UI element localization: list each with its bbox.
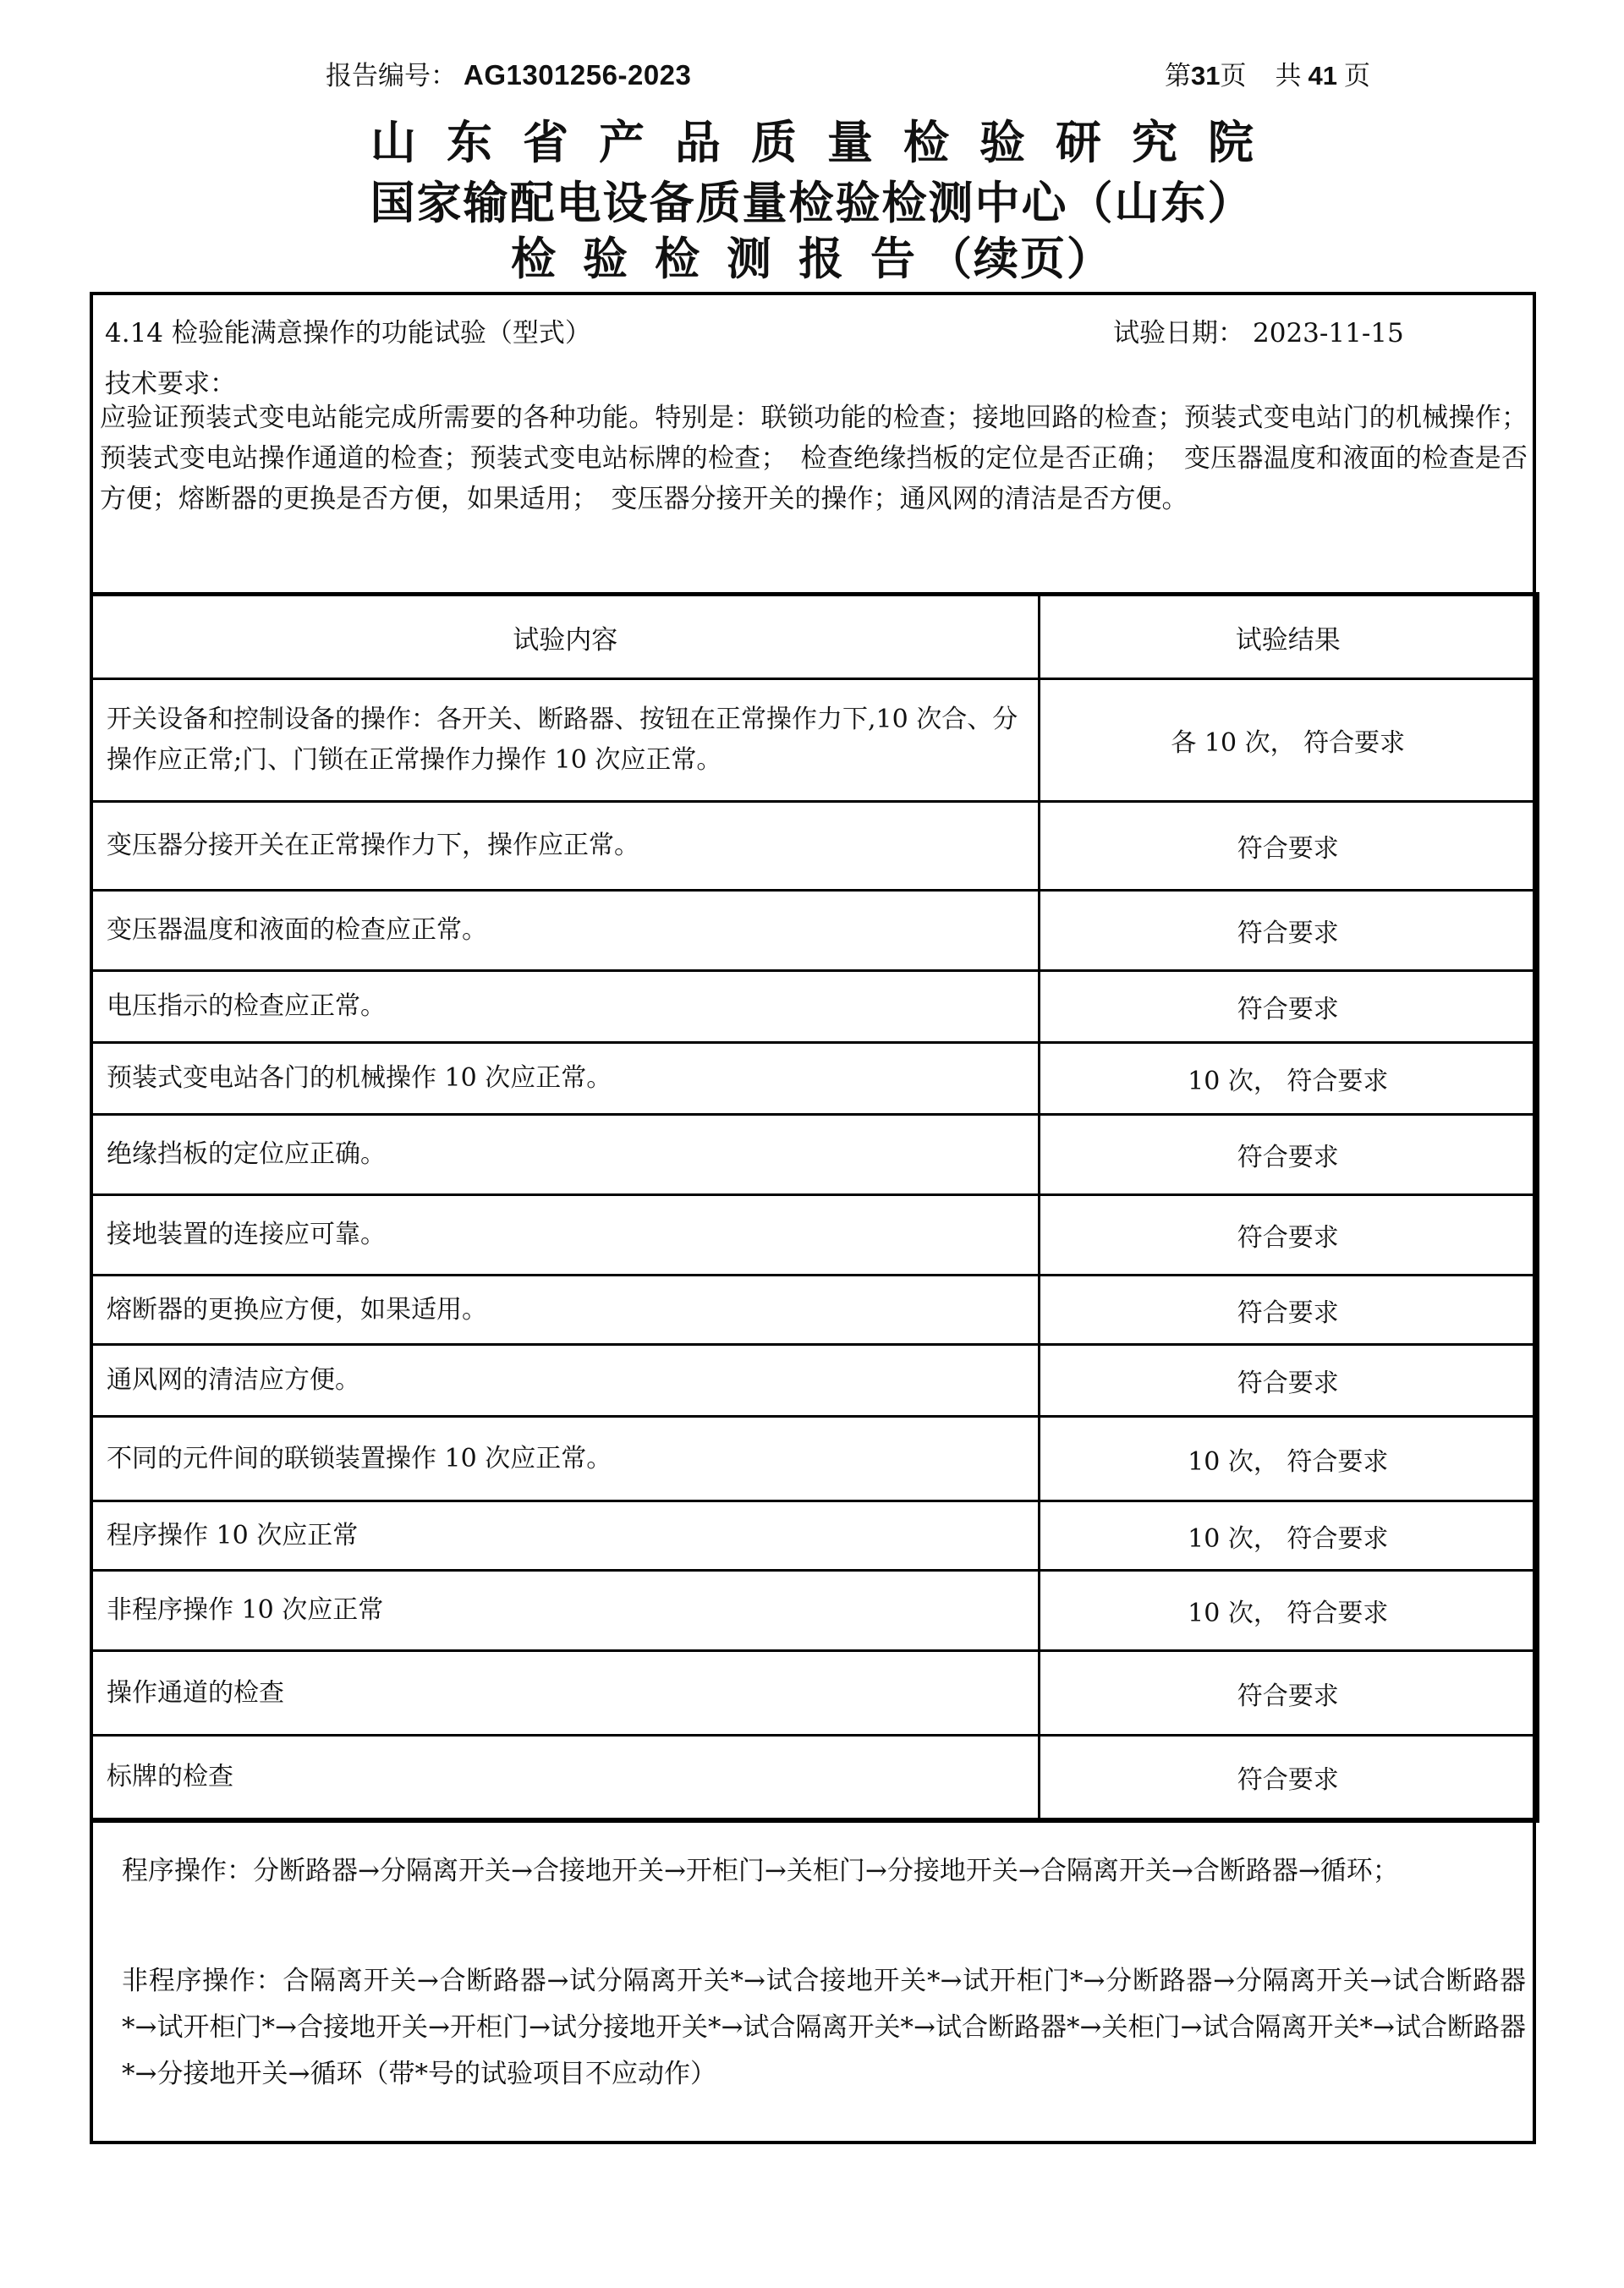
report-number-line bbox=[326, 54, 691, 92]
table-row bbox=[91, 1043, 1538, 1115]
test-result-cell: 10 次， 符合要求 bbox=[1039, 1417, 1538, 1501]
institute-title: 山东省产品质量检验研究院 bbox=[370, 118, 1284, 168]
test-result-cell: 符合要求 bbox=[1039, 1736, 1538, 1820]
test-date-label: 试验日期： bbox=[1113, 318, 1244, 348]
col-header-result: 试验结果 bbox=[1039, 595, 1538, 679]
page-indicator bbox=[1165, 54, 1370, 92]
test-result-cell: 符合要求 bbox=[1039, 1115, 1538, 1195]
table-row bbox=[91, 1276, 1538, 1345]
page-current-prefix: 第 bbox=[1165, 61, 1191, 91]
test-content-cell: 变压器分接开关在正常操作力下，操作应正常。 bbox=[91, 802, 1039, 891]
report-no-label: 报告编号： bbox=[326, 61, 457, 91]
test-result-cell: 10 次， 符合要求 bbox=[1039, 1043, 1538, 1115]
report-title-suffix: （续页） bbox=[927, 234, 1113, 284]
page-total-prefix: 共 bbox=[1275, 61, 1302, 91]
test-result-cell: 符合要求 bbox=[1039, 1651, 1538, 1736]
test-content-cell: 操作通道的检查 bbox=[91, 1651, 1039, 1736]
test-result-cell: 10 次， 符合要求 bbox=[1039, 1501, 1538, 1571]
test-date-line bbox=[1113, 311, 1404, 349]
test-result-cell: 符合要求 bbox=[1039, 1195, 1538, 1276]
test-results-table bbox=[90, 592, 1539, 1823]
test-content-cell: 开关设备和控制设备的操作：各开关、断路器、按钮在正常操作力下,10 次合、分操作应正常;门、门锁在正常操作力操作 10 次应正常。 bbox=[91, 679, 1039, 802]
report-title-main: 检验检测报告 bbox=[511, 234, 942, 284]
table-row bbox=[91, 1501, 1538, 1571]
test-date-value: 2023-11-15 bbox=[1253, 318, 1404, 348]
table-row bbox=[91, 1571, 1538, 1651]
test-content-cell: 通风网的清洁应方便。 bbox=[91, 1345, 1039, 1417]
center-title: 国家输配电设备质量检验检测中心（山东） bbox=[370, 178, 1254, 228]
page-total-suffix: 页 bbox=[1343, 61, 1370, 91]
report-no-value: AG1301256-2023 bbox=[464, 59, 692, 91]
table-row bbox=[91, 1345, 1538, 1417]
section-heading: 4.14 检验能满意操作的功能试验（型式） bbox=[105, 318, 591, 348]
table-row bbox=[91, 1195, 1538, 1276]
test-result-cell: 符合要求 bbox=[1039, 1345, 1538, 1417]
table-row bbox=[91, 1417, 1538, 1501]
table-row bbox=[91, 802, 1538, 891]
test-result-cell: 各 10 次， 符合要求 bbox=[1039, 679, 1538, 802]
test-content-cell: 程序操作 10 次应正常 bbox=[91, 1501, 1039, 1571]
test-content-cell: 预装式变电站各门的机械操作 10 次应正常。 bbox=[91, 1043, 1039, 1115]
test-content-cell: 绝缘挡板的定位应正确。 bbox=[91, 1115, 1039, 1195]
page-total-number: 41 bbox=[1308, 61, 1337, 91]
test-content-cell: 标牌的检查 bbox=[91, 1736, 1039, 1820]
test-content-cell: 变压器温度和液面的检查应正常。 bbox=[91, 891, 1039, 971]
table-row bbox=[91, 971, 1538, 1043]
table-row bbox=[91, 891, 1538, 971]
report-title bbox=[0, 223, 1624, 288]
table-row bbox=[91, 1651, 1538, 1736]
table-header-row bbox=[91, 595, 1538, 679]
table-row bbox=[91, 1736, 1538, 1820]
test-result-cell: 符合要求 bbox=[1039, 1276, 1538, 1345]
col-header-content: 试验内容 bbox=[91, 595, 1039, 679]
test-content-cell: 熔断器的更换应方便，如果适用。 bbox=[91, 1276, 1039, 1345]
tech-requirements-text: 应验证预装式变电站能完成所需要的各种功能。特别是：联锁功能的检查；接地回路的检查；预装式变电站门的机械操作；预装式变电站操作通道的检查；预装式变电站标牌的检查； 检查绝缘挡板的定位是否正确； 变压器温度和液面的检查是否方便；熔断器的更换是否方便，如果适用； 变压器分接开关的操作；通风网的清洁是否方便。 bbox=[100, 403, 1528, 514]
test-content-cell: 非程序操作 10 次应正常 bbox=[91, 1571, 1039, 1651]
page-current-suffix: 页 bbox=[1220, 61, 1247, 91]
tech-requirements-label: 技术要求： bbox=[105, 369, 236, 399]
test-content-cell: 接地装置的连接应可靠。 bbox=[91, 1195, 1039, 1276]
test-result-cell: 符合要求 bbox=[1039, 971, 1538, 1043]
non-procedure-note: 非程序操作：合隔离开关→合断路器→试分隔离开关*→试合接地开关*→试开柜门*→分断路器→分隔离开关→试合断路器*→试开柜门*→合接地开关→开柜门→试分接地开关*→试合隔离开关*→试合断路器*→关柜门→试合隔离开关*→试合断路器*→分接地开关→循环（带*号的试验项目不应动作） bbox=[122, 1966, 1526, 2089]
test-content-cell: 电压指示的检查应正常。 bbox=[91, 971, 1039, 1043]
test-content-cell: 不同的元件间的联锁装置操作 10 次应正常。 bbox=[91, 1417, 1039, 1501]
report-body-box bbox=[90, 292, 1536, 2144]
test-result-cell: 10 次， 符合要求 bbox=[1039, 1571, 1538, 1651]
test-result-cell: 符合要求 bbox=[1039, 891, 1538, 971]
page-current-number: 31 bbox=[1191, 61, 1221, 91]
test-result-cell: 符合要求 bbox=[1039, 802, 1538, 891]
table-row bbox=[91, 1115, 1538, 1195]
section-heading-row bbox=[105, 311, 1521, 349]
procedure-note: 程序操作：分断路器→分隔离开关→合接地开关→开柜门→关柜门→分接地开关→合隔离开关→合断路器→循环； bbox=[122, 1856, 1399, 1886]
table-row bbox=[91, 679, 1538, 802]
